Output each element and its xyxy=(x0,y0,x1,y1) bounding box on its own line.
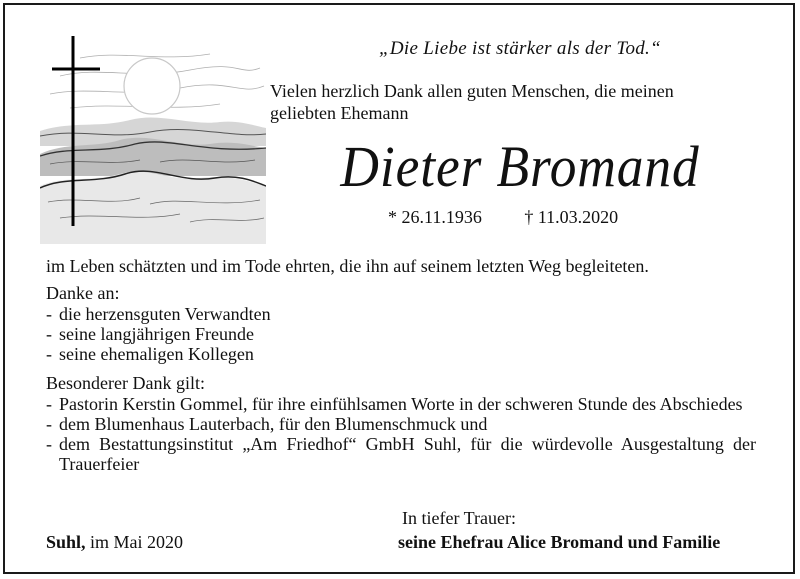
sun-icon xyxy=(124,58,180,114)
signature: seine Ehefrau Alice Bromand und Familie xyxy=(398,532,721,552)
intro-line-1: Vielen herzlich Dank allen guten Menschen, die meinen xyxy=(270,81,674,101)
place-name: Suhl, xyxy=(46,532,86,552)
intro-line-2: geliebten Ehemann xyxy=(270,103,409,123)
list-dash: - xyxy=(46,304,52,324)
list-dash: - xyxy=(46,434,52,454)
thanks-heading: Danke an: xyxy=(46,283,120,303)
landscape-illustration xyxy=(40,36,266,244)
mourning-label: In tiefer Trauer: xyxy=(402,508,516,528)
list-item: - die herzensguten Verwandten xyxy=(46,304,271,324)
list-dash: - xyxy=(46,324,52,344)
list-dash: - xyxy=(46,344,52,364)
honor-line: im Leben schätzten und im Tode ehrten, die ihn auf seinem letzten Weg begleiteten. xyxy=(46,256,649,276)
deceased-name: Dieter Bromand xyxy=(340,134,700,199)
list-item: - seine langjährigen Freunde xyxy=(46,324,254,344)
date-text: im Mai 2020 xyxy=(85,532,184,552)
motto: „Die Liebe ist stärker als der Tod.“ xyxy=(379,38,661,59)
list-item: - Pastorin Kerstin Gommel, für ihre einfühlsamen Worte in der schweren Stunde des Abschiedes xyxy=(46,394,743,414)
life-dates xyxy=(388,207,618,228)
list-item: - dem Bestattungsinstitut „Am Friedhof“ GmbH Suhl, für die würdevolle Ausgestaltung der Trauerfeier xyxy=(46,434,756,474)
special-thanks-list xyxy=(46,394,756,474)
special-thanks-heading: Besonderer Dank gilt: xyxy=(46,373,205,393)
thanks-list xyxy=(46,304,756,364)
list-dash: - xyxy=(46,394,52,414)
list-item: - seine ehemaligen Kollegen xyxy=(46,344,254,364)
list-item: - dem Blumenhaus Lauterbach, für den Blumenschmuck und xyxy=(46,414,488,434)
list-dash: - xyxy=(46,414,52,434)
place-date xyxy=(46,532,183,553)
birth-date: * 26.11.1936 xyxy=(388,207,482,227)
death-date: † 11.03.2020 xyxy=(524,207,619,227)
intro-text xyxy=(270,80,674,124)
